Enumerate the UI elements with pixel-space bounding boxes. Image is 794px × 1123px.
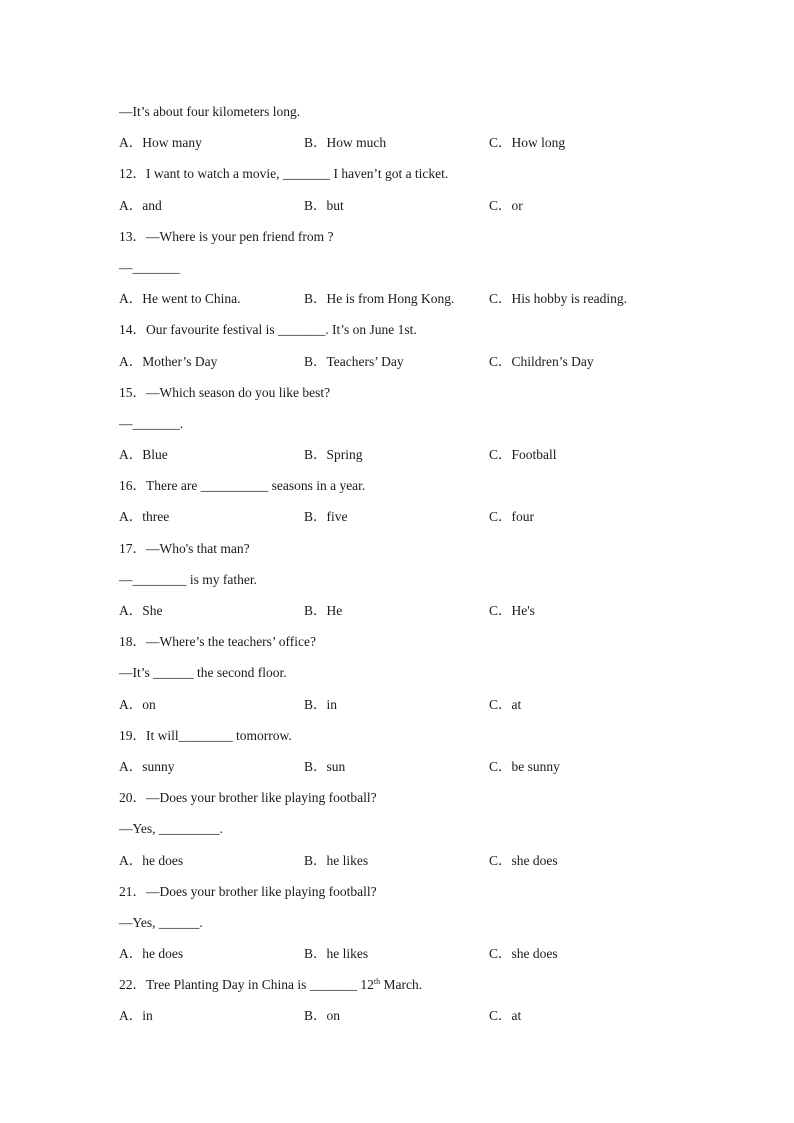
option-a[interactable]: A．three: [119, 509, 170, 525]
answer-line: —It’s about four kilometers long.: [119, 104, 301, 119]
option-c[interactable]: C．at: [489, 696, 522, 712]
option-a[interactable]: A．How many: [119, 135, 202, 151]
options-row: [119, 758, 719, 789]
option-a[interactable]: A．in: [119, 1008, 153, 1024]
option-b[interactable]: B．Spring: [304, 447, 363, 463]
option-c[interactable]: C．she does: [489, 946, 558, 962]
answer-line: —_______: [119, 259, 180, 275]
option-c[interactable]: C．Football: [489, 447, 557, 463]
option-c[interactable]: C．How long: [489, 135, 566, 151]
question-text: 13．—Where is your pen friend from ?: [119, 228, 334, 244]
answer-line: —Yes, _________.: [119, 821, 224, 837]
option-b[interactable]: B．he likes: [304, 852, 369, 868]
options-row: [119, 1007, 719, 1038]
option-c[interactable]: C．His hobby is reading.: [489, 291, 627, 307]
option-c[interactable]: C．He's: [489, 603, 535, 618]
option-a[interactable]: A．he does: [119, 946, 184, 962]
options-row: [119, 602, 719, 633]
option-b[interactable]: B．he likes: [304, 946, 369, 962]
option-a[interactable]: A．sunny: [119, 758, 175, 774]
option-a[interactable]: A．he does: [119, 852, 184, 868]
options-row: [119, 446, 719, 477]
options-row: [119, 290, 719, 321]
question-text: [119, 976, 719, 1007]
question-list: [119, 103, 719, 1039]
option-b[interactable]: B．in: [304, 696, 338, 712]
question-text: 20．—Does your brother like playing football?: [119, 790, 377, 806]
question-text-suffix: March.: [380, 977, 423, 993]
question-text: 12．I want to watch a movie, _______ I haven’t got a ticket.: [119, 166, 449, 182]
options-row: [119, 353, 719, 384]
options-row: [119, 134, 719, 165]
option-c[interactable]: C．or: [489, 197, 523, 213]
option-b[interactable]: B．but: [304, 197, 344, 213]
answer-line: —________ is my father.: [119, 571, 257, 587]
options-row: [119, 852, 719, 883]
option-b[interactable]: B．on: [304, 1008, 341, 1024]
question-text: 14．Our favourite festival is _______. It’s on June 1st.: [119, 322, 417, 338]
question-text-prefix: 22．Tree Planting Day in China is _______ 12: [119, 977, 374, 993]
option-c[interactable]: C．Children’s Day: [489, 353, 594, 369]
option-c[interactable]: C．she does: [489, 852, 558, 868]
options-row: [119, 945, 719, 976]
option-b[interactable]: B．He is from Hong Kong.: [304, 291, 455, 307]
option-a[interactable]: A．She: [119, 603, 163, 618]
question-text: 18．—Where’s the teachers’ office?: [119, 634, 317, 650]
options-row: [119, 508, 719, 539]
option-b[interactable]: B．sun: [304, 758, 346, 774]
option-c[interactable]: C．four: [489, 509, 534, 525]
answer-line: —_______.: [119, 415, 184, 431]
option-a[interactable]: A．Mother’s Day: [119, 353, 218, 369]
question-text: 19．It will________ tomorrow.: [119, 727, 292, 743]
ordinal-suffix: th: [373, 977, 381, 987]
option-a[interactable]: A．He went to China.: [119, 291, 241, 307]
answer-line: —It’s ______ the second floor.: [119, 665, 287, 681]
option-b[interactable]: B．How much: [304, 135, 387, 151]
option-c[interactable]: C．at: [489, 1008, 522, 1024]
option-b[interactable]: B．Teachers’ Day: [304, 353, 404, 369]
answer-line: —Yes, ______.: [119, 914, 203, 930]
option-a[interactable]: A．on: [119, 696, 156, 712]
question-text: 16．There are __________ seasons in a year.: [119, 478, 366, 494]
options-row: [119, 696, 719, 727]
option-c[interactable]: C．be sunny: [489, 758, 560, 774]
option-b[interactable]: B．five: [304, 509, 348, 525]
question-text: 21．—Does your brother like playing football?: [119, 883, 377, 899]
question-text: 17．—Who's that man?: [119, 540, 250, 556]
option-b[interactable]: B．He: [304, 603, 343, 618]
option-a[interactable]: A．and: [119, 197, 162, 213]
option-a[interactable]: A．Blue: [119, 447, 168, 463]
question-text: 15．—Which season do you like best?: [119, 384, 331, 400]
options-row: [119, 197, 719, 228]
